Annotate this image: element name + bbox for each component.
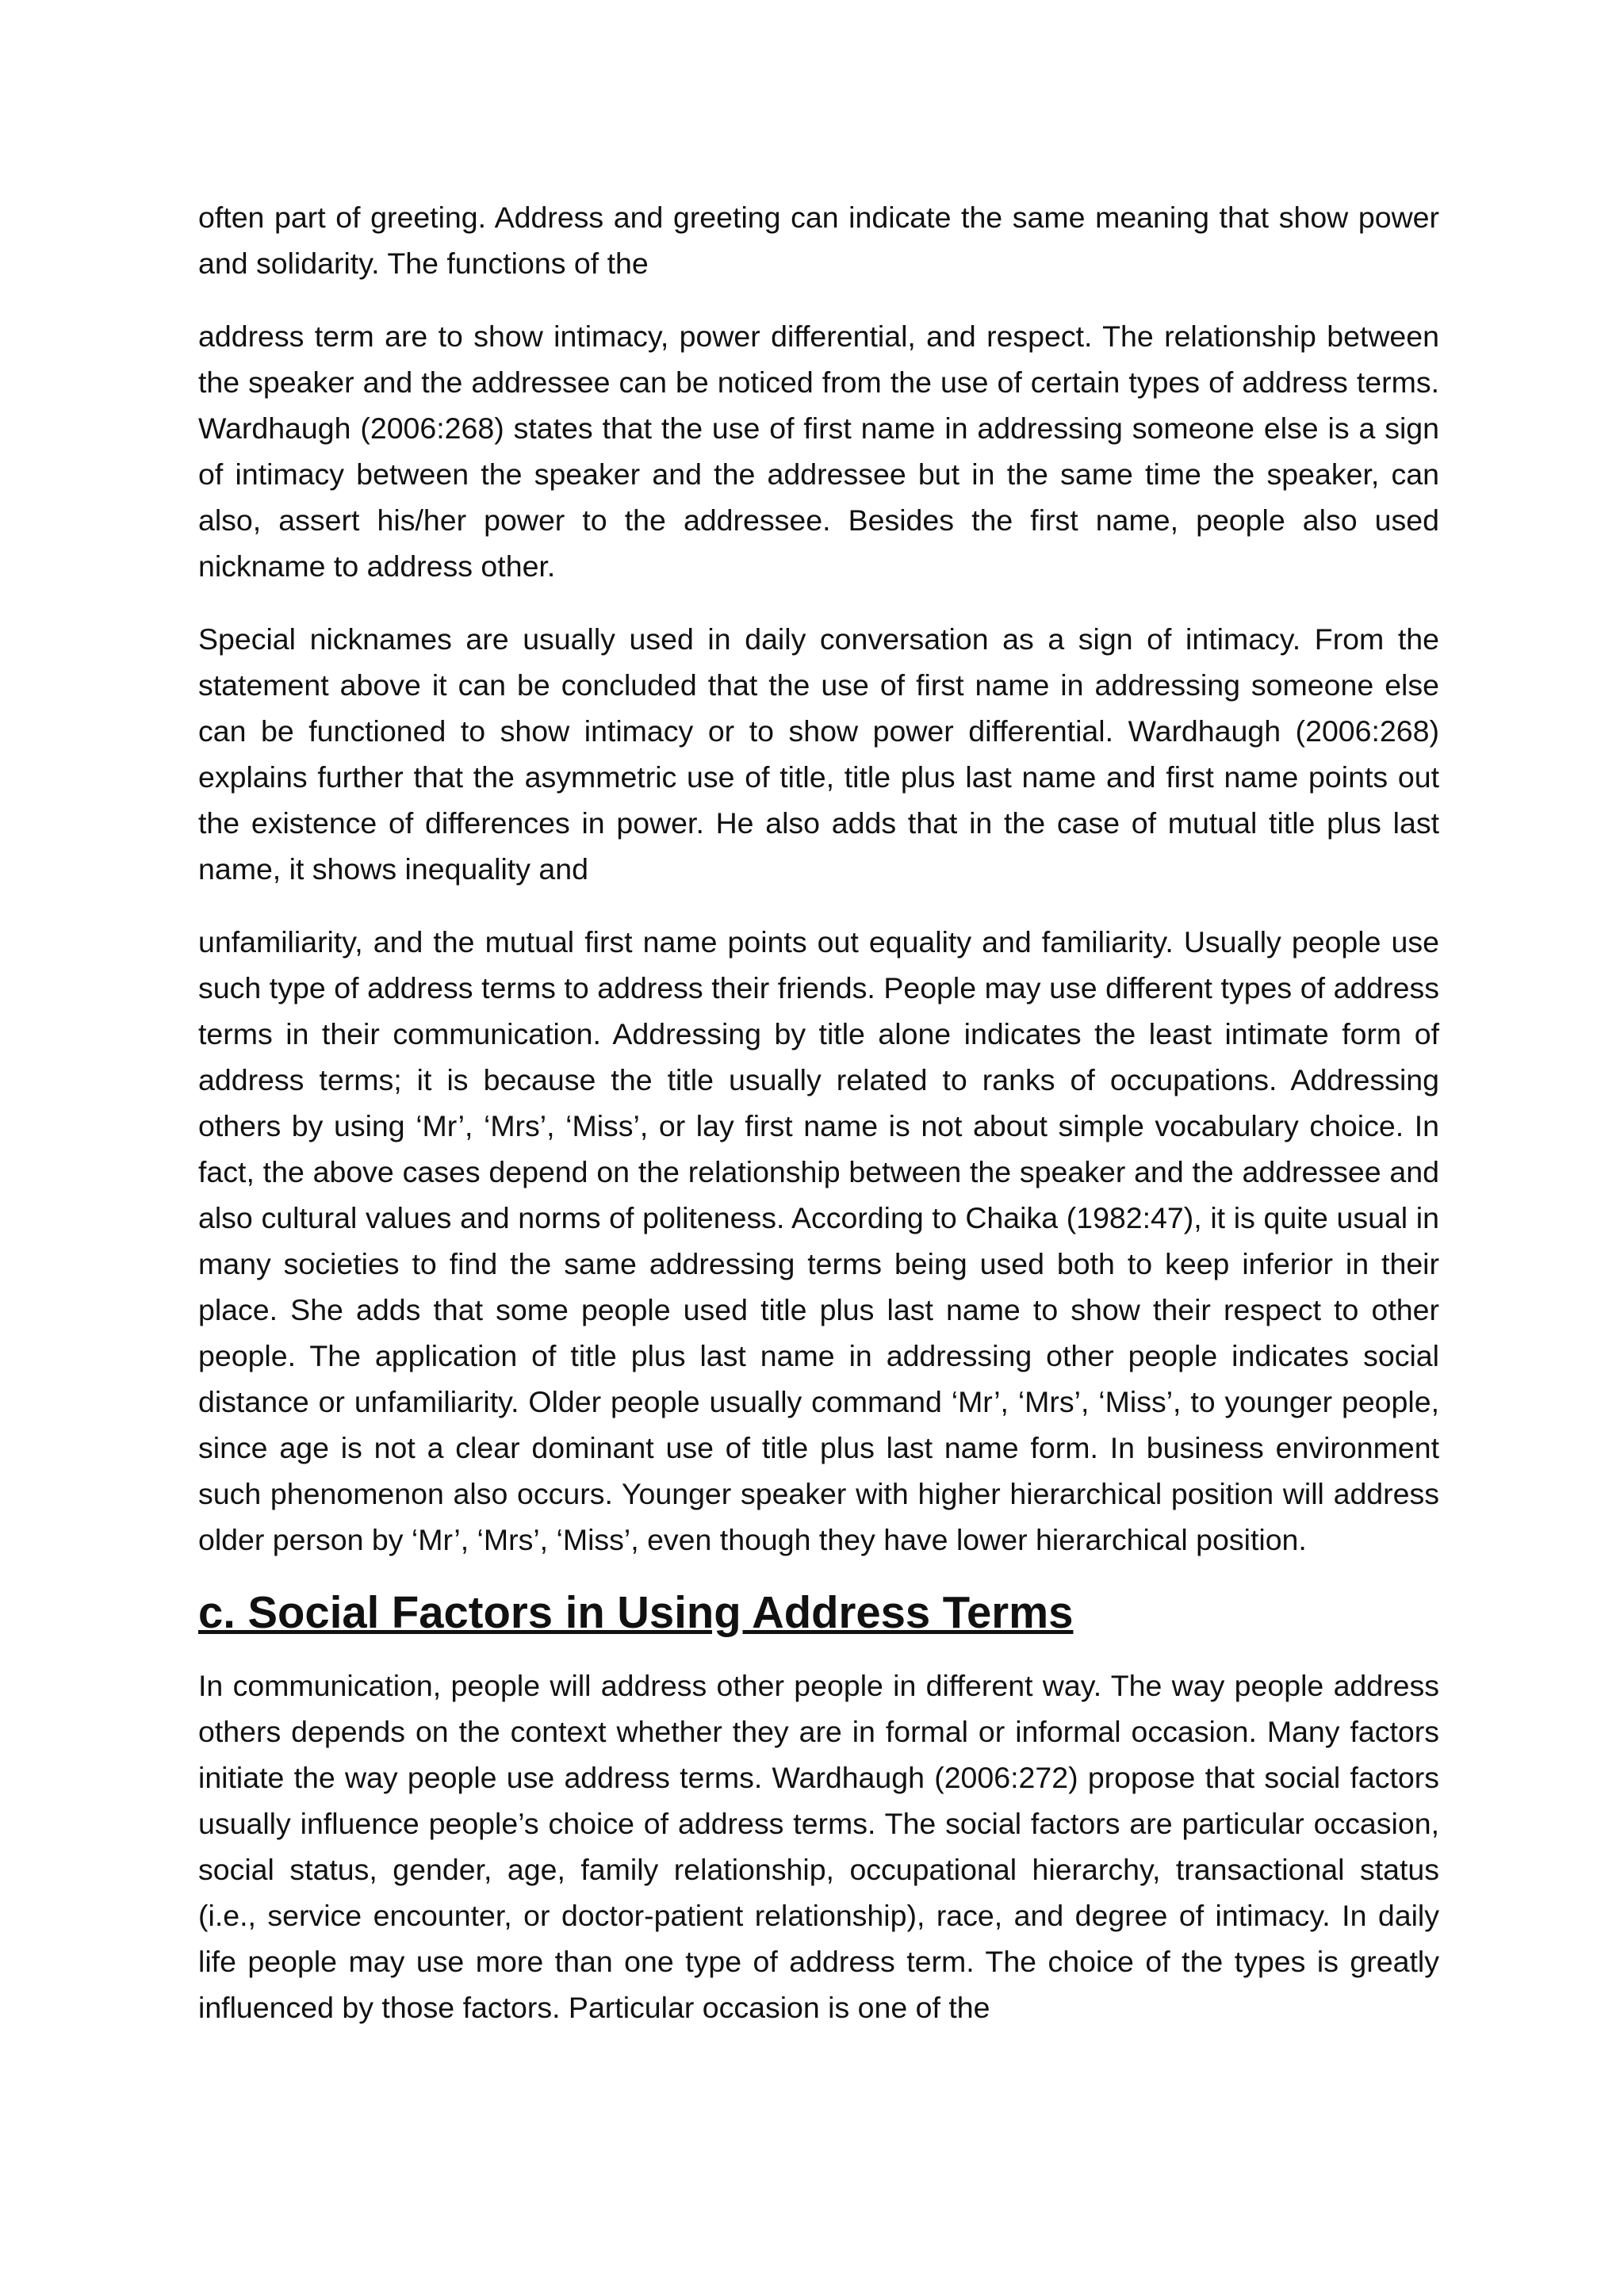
paragraph-social-factors: In communication, people will address other people in different way. The way people address others depends on the context whether they are in formal or informal occasion. Many factors initiate the way people use address terms. Wardhaugh (2006:272) propose that social factors usually influence people’s choice of address terms. The social factors are particular occasion, social status, gender, age, family relationship, occupational hierarchy, transactional status (i.e., service encounter, or doctor-patient relationship), race, and degree of intimacy. In daily life people may use more than one type of address term. The choice of the types is greatly influenced by those factors. Particular occasion is one of the bbox=[198, 1669, 1439, 2024]
paragraph-greeting: often part of greeting. Address and greeting can indicate the same meaning that show power and solidarity. The functions of the bbox=[198, 201, 1439, 280]
paragraph-special-nicknames: Special nicknames are usually used in daily conversation as a sign of intimacy. From the statement above it can be concluded that the use of first name in addressing someone else can be functioned to show intimacy or to show power differential. Wardhaugh (2006:268) explains further that the asymmetric use of title, title plus last name and first name points out the existence of differences in power. He also adds that in the case of mutual title plus last name, it shows inequality and bbox=[198, 622, 1439, 886]
paragraph-unfamiliarity: unfamiliarity, and the mutual first name points out equality and familiarity. Usually people use such type of address terms to address their friends. People may use different types of address terms in their communication. Addressing by title alone indicates the least intimate form of address terms; it is because the title usually related to ranks of occupations. Addressing others by using ‘Mr’, ‘Mrs’, ‘Miss’, or lay first name is not about simple vocabulary choice. In fact, the above cases depend on the relationship between the speaker and the addressee and also cultural values and norms of politeness. According to Chaika (1982:47), it is quite usual in many societies to find the same addressing terms being used both to keep inferior in their place. She adds that some people used title plus last name to show their respect to other people. The application of title plus last name in addressing other people indicates social distance or unfamiliarity. Older people usually command ‘Mr’, ‘Mrs’, ‘Miss’, to younger people, since age is not a clear dominant use of title plus last name form. In business environment such phenomenon also occurs. Younger speaker with higher hierarchical position will address older person by ‘Mr’, ‘Mrs’, ‘Miss’, even though they have lower hierarchical position. bbox=[198, 925, 1439, 1556]
paragraph-address-term-functions: address term are to show intimacy, power differential, and respect. The relationship between the speaker and the addressee can be noticed from the use of certain types of address terms. Wardhaugh (2006:268) states that the use of first name in addressing someone else is a sign of intimacy between the speaker and the addressee but in the same time the speaker, can also, assert his/her power to the addressee. Besides the first name, people also used nickname to address other. bbox=[198, 320, 1439, 583]
section-heading: c. Social Factors in Using Address Terms bbox=[198, 1587, 1074, 1637]
document-page bbox=[198, 194, 1439, 2057]
